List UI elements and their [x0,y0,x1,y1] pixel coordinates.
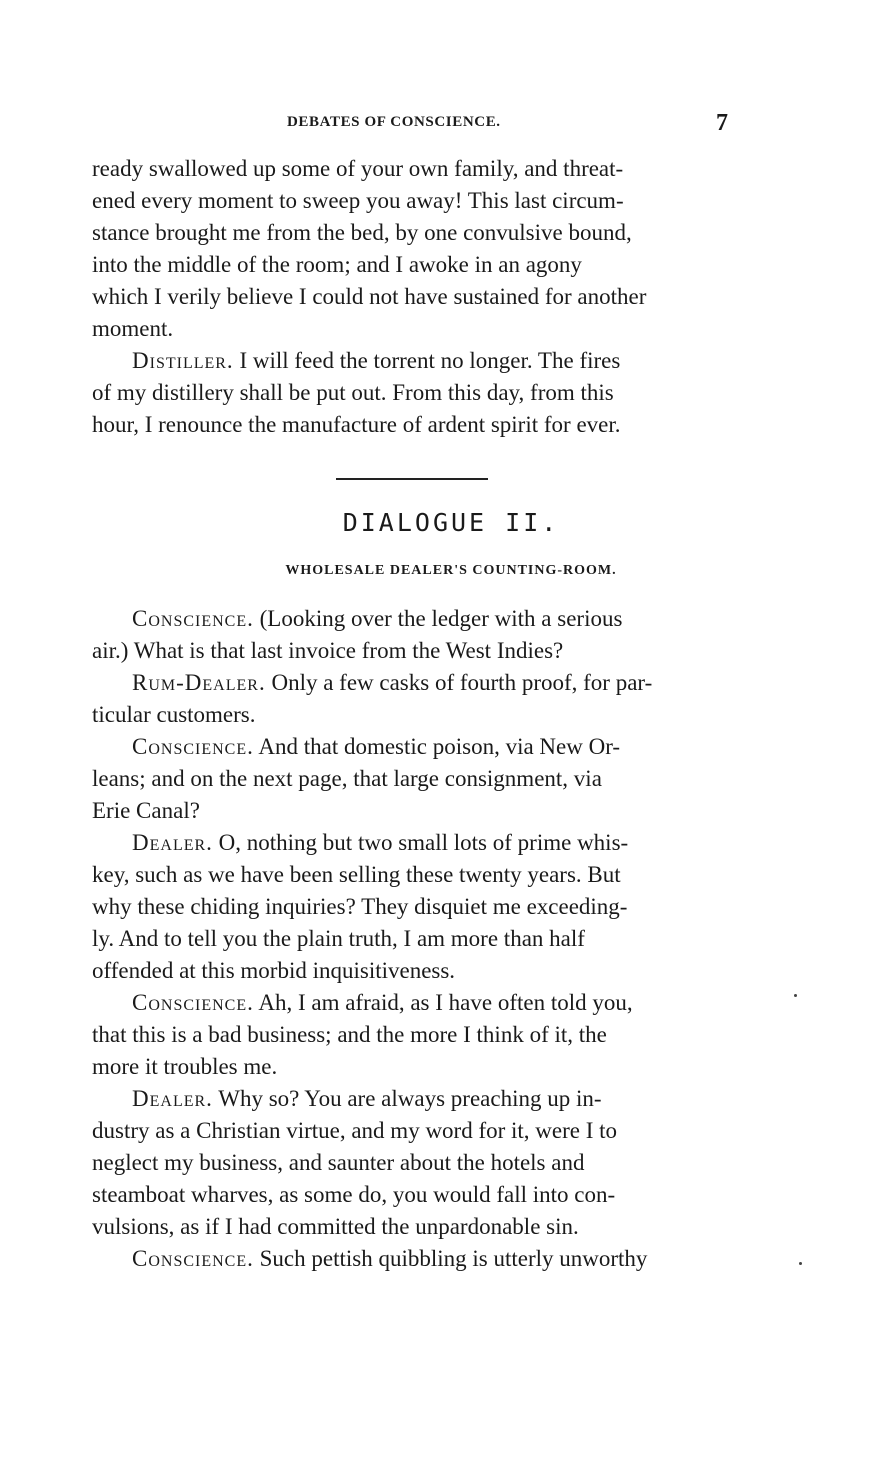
speaker-label: Dealer. [132,1086,213,1111]
text-line: that this is a bad business; and the more I think of it, the [92,1022,607,1047]
text-line: hour, I renounce the manufacture of ardent spirit for ever. [92,412,621,437]
text-line: dustry as a Christian virtue, and my word for it, were I to [92,1118,618,1143]
dialogue-title: DIALOGUE II. [342,508,560,537]
speech-line [132,1084,772,1114]
speech-text: Why so? You are always preaching up in- [218,1086,602,1111]
speech-line [132,604,772,634]
text-line: into the middle of the room; and I awoke in an agony [92,252,582,277]
page-number: 7 [716,110,728,136]
speech-text: And that domestic poison, via New Or- [258,734,621,759]
scene-heading: WHOLESALE DEALER'S COUNTING-ROOM. [285,563,617,578]
text-line: ly. And to tell you the plain truth, I am more than half [92,926,585,951]
text-line: neglect my business, and saunter about the hotels and [92,1150,585,1175]
text-line: offended at this morbid inquisitiveness. [92,958,456,983]
speech-text: I will feed the torrent no longer. The fires [239,348,621,373]
speech-line [132,732,772,762]
speech-line [132,668,772,698]
text-line: moment. [92,316,174,341]
speech-text: Only a few casks of fourth proof, for par- [271,670,653,695]
speech-line [132,988,772,1018]
scan-speck [799,1262,802,1265]
text-line: of my distillery shall be put out. From this day, from this [92,380,614,405]
speech-line [132,346,772,376]
text-line: stance brought me from the bed, by one convulsive bound, [92,220,632,245]
section-divider [336,478,488,480]
running-title: DEBATES OF CONSCIENCE. [287,114,501,130]
text-line: Erie Canal? [92,798,200,823]
text-line: ened every moment to sweep you away! This last circum- [92,188,624,213]
speech-line [132,828,772,858]
text-line: which I verily believe I could not have sustained for another [92,284,647,309]
text-line: key, such as we have been selling these twenty years. But [92,862,621,887]
text-line: air.) What is that last invoice from the West Indies? [92,638,564,663]
speaker-label: Distiller. [132,348,234,373]
text-line: ready swallowed up some of your own family, and threat- [92,156,624,181]
speaker-label: Conscience. [132,734,254,759]
speaker-label: Dealer. [132,830,213,855]
speech-text: O, nothing but two small lots of prime whis- [218,830,629,855]
speaker-label: Rum-Dealer. [132,670,266,695]
text-line: ticular customers. [92,702,256,727]
speech-text: Ah, I am afraid, as I have often told you, [258,990,633,1015]
speech-text: (Looking over the ledger with a serious [259,606,623,631]
text-line: steamboat wharves, as some do, you would fall into con- [92,1182,616,1207]
speaker-label: Conscience. [132,990,254,1015]
text-line: more it troubles me. [92,1054,278,1079]
scan-speck [794,994,797,997]
speaker-label: Conscience. [132,1246,254,1271]
text-line: vulsions, as if I had committed the unpardonable sin. [92,1214,579,1239]
running-head [0,112,888,136]
text-line: leans; and on the next page, that large consignment, via [92,766,602,791]
text-line: why these chiding inquiries? They disquiet me exceeding- [92,894,628,919]
speaker-label: Conscience. [132,606,254,631]
speech-text: Such pettish quibbling is utterly unworthy [259,1246,648,1271]
speech-line [132,1244,772,1274]
